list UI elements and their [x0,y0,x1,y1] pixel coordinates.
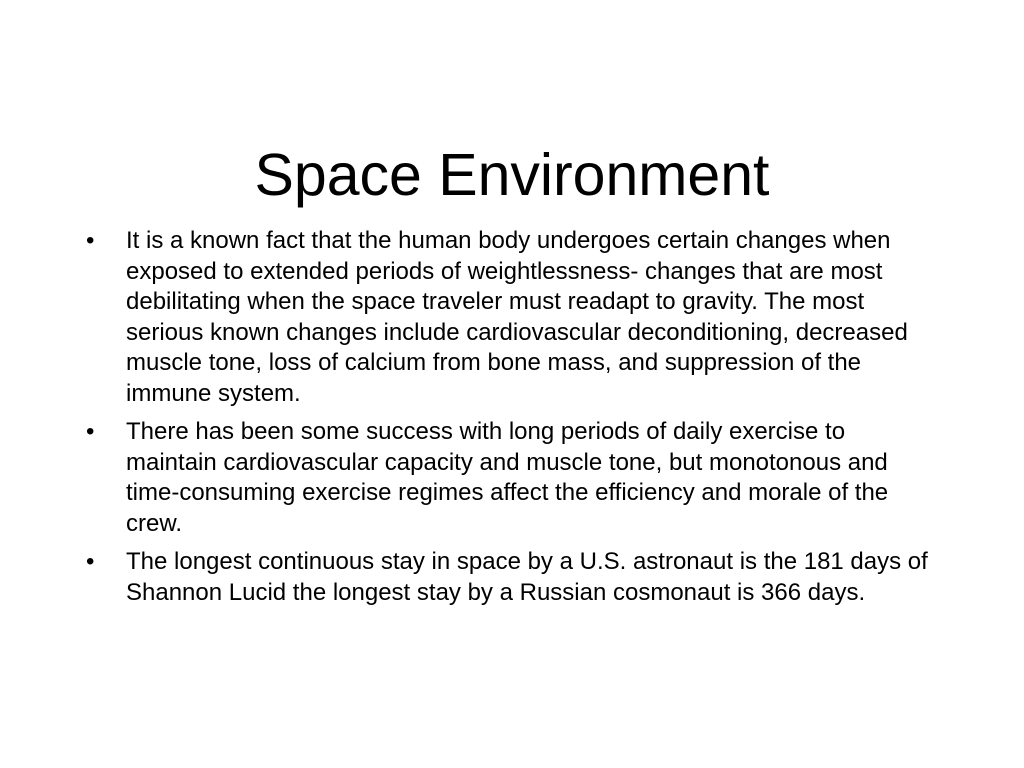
bullet-text: There has been some success with long periods of daily exercise to maintain cardiovascular capacity and muscle tone, but monotonous and time-consuming exercise regimes affect the efficiency and morale of the crew. [126,418,889,537]
bullet-text: The longest continuous stay in space by a U.S. astronaut is the 181 days of Shannon Lucid the longest stay by a Russian cosmonaut is 366 days. [126,548,928,606]
bullet-item [86,226,936,409]
bullet-marker: • [86,418,95,445]
bullet-item [86,417,936,539]
bullet-list [86,226,936,616]
bullet-item [86,547,936,608]
bullet-marker: • [86,227,95,254]
slide-title: Space Environment [254,141,770,208]
bullet-text: It is a known fact that the human body undergoes certain changes when exposed to extended periods of weightlessness- changes that are most debilitating when the space traveler must readapt to gravity. The most serious known changes include cardiovascular deconditioning, decreased muscle tone, loss of calcium from bone mass, and suppression of the immune system. [126,227,908,407]
bullet-marker: • [86,548,95,575]
